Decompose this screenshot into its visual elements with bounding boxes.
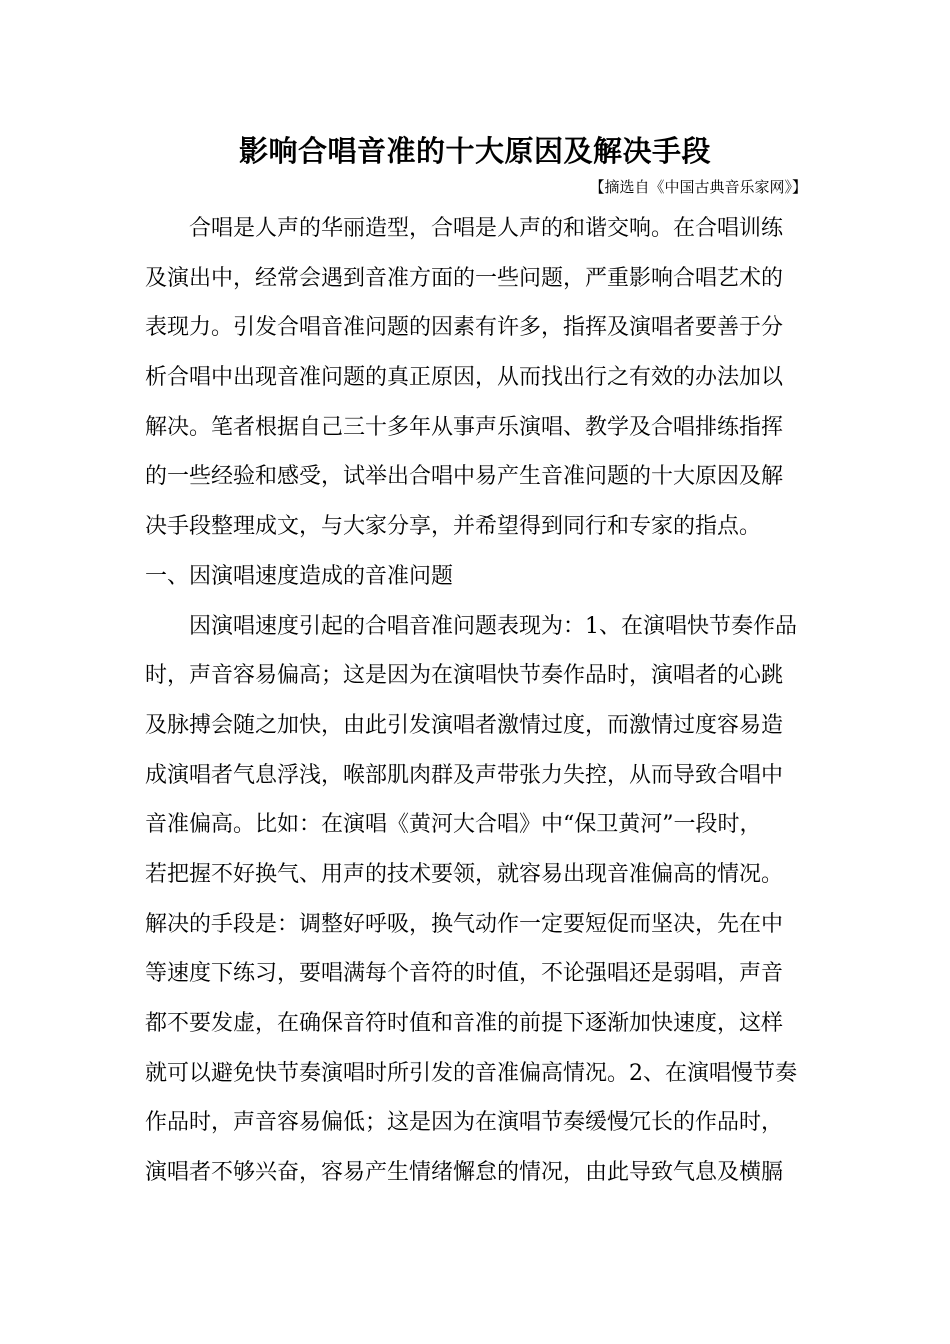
text-line: 表现力。引发合唱音准问题的因素有许多，指挥及演唱者要善于分 bbox=[145, 315, 784, 341]
text-line: 若把握不好换气、用声的技术要领，就容易出现音准偏高的情况。 bbox=[145, 861, 784, 887]
text-line: 的一些经验和感受，试举出合唱中易产生音准问题的十大原因及解 bbox=[145, 464, 784, 490]
text-line: 都不要发虚，在确保音符时值和音准的前提下逐渐加快速度，这样 bbox=[145, 1011, 784, 1036]
text-line: 作品时，声音容易偏低；这是因为在演唱节奏缓慢冗长的作品时， bbox=[145, 1110, 784, 1136]
text-line: 解决的手段是：调整好呼吸，换气动作一定要短促而坚决，先在中 bbox=[145, 911, 784, 937]
text-line: 及脉搏会随之加快，由此引发演唱者激情过度，而激情过度容易造 bbox=[145, 712, 784, 738]
text-line: 时，声音容易偏高；这是因为在演唱快节奏作品时，演唱者的心跳 bbox=[145, 663, 784, 689]
text-line: 因演唱速度引起的合唱音准问题表现为：1、在演唱快节奏作品 bbox=[189, 613, 797, 639]
body-text bbox=[145, 204, 807, 1198]
text-line: 演唱者不够兴奋，容易产生情绪懈怠的情况，由此导致气息及横膈 bbox=[145, 1160, 784, 1186]
text-line: 就可以避免快节奏演唱时所引发的音准偏高情况。2、在演唱慢节奏 bbox=[145, 1060, 797, 1086]
text-line: 成演唱者气息浮浅，喉部肌肉群及声带张力失控，从而导致合唱中 bbox=[145, 762, 784, 788]
text-line: 决手段整理成文，与大家分享，并希望得到同行和专家的指点。 bbox=[145, 514, 762, 540]
text-line: 等速度下练习，要唱满每个音符的时值，不论强唱还是弱唱，声音 bbox=[145, 961, 784, 987]
text-line: 音准偏高。比如：在演唱《黄河大合唱》中“保卫黄河”一段时， bbox=[145, 812, 762, 838]
text-line: 合唱是人声的华丽造型，合唱是人声的和谐交响。在合唱训练 bbox=[189, 216, 784, 241]
text-line: 解决。笔者根据自己三十多年从事声乐演唱、教学及合唱排练指挥 bbox=[145, 414, 784, 440]
document-title: 影响合唱音准的十大原因及解决手段 bbox=[238, 134, 711, 168]
text-line: 析合唱中出现音准问题的真正原因，从而找出行之有效的办法加以 bbox=[145, 365, 784, 391]
source-note: 【摘选自《中国古典音乐家网》】 bbox=[589, 178, 807, 196]
section-heading: 一、因演唱速度造成的音准问题 bbox=[145, 563, 454, 589]
text-line: 及演出中，经常会遇到音准方面的一些问题，严重影响合唱艺术的 bbox=[145, 265, 784, 291]
